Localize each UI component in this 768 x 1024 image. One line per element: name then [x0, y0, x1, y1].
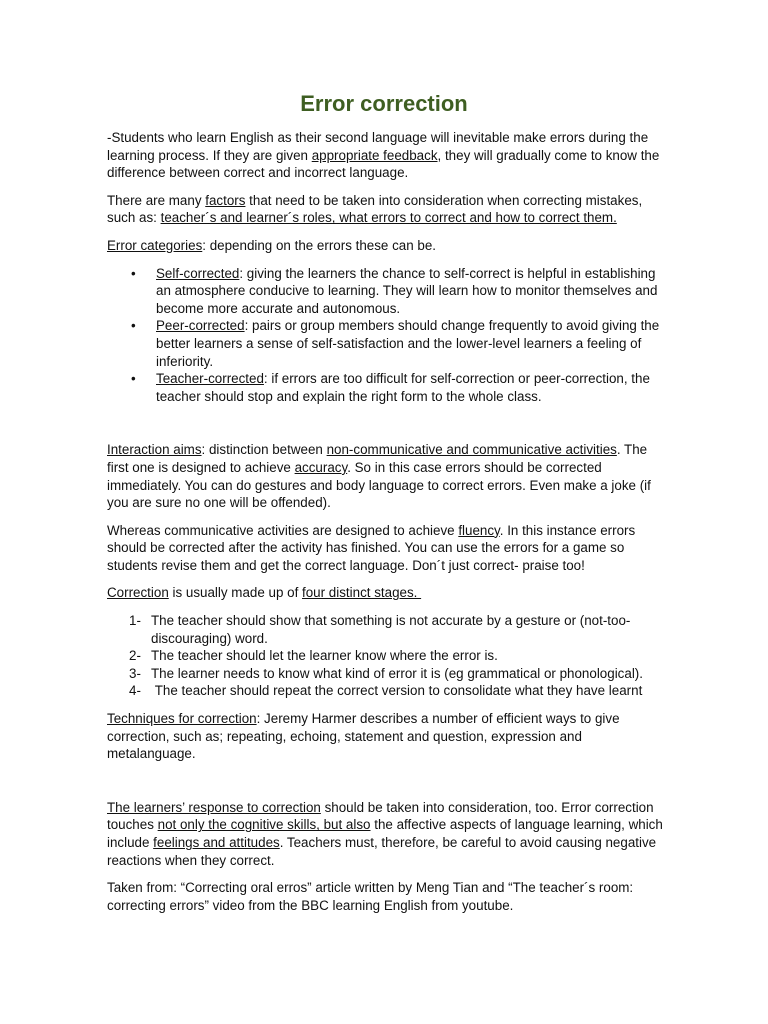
roles-term: teacher´s and learner´s roles, what errors to correct and how to correct them.	[160, 210, 617, 226]
interaction-text-3: . So in this case errors should be corrected immediately. You can do gestures and body language to correct errors. Even make a joke (if you are sure no one will be offended).	[107, 459, 651, 511]
stages-list	[107, 612, 667, 700]
response-text-1: should be taken into consideration, too. Error correction touches	[107, 799, 654, 833]
appropriate-feedback-term: appropriate feedback	[311, 147, 438, 163]
whereas-text-1: Whereas communicative activities are designed to achieve	[107, 522, 459, 538]
category-text: : if errors are too difficult for self-correction or peer-correction, the teacher should stop and explain the right form to the whole class.	[156, 371, 650, 404]
category-text: : pairs or group members should change frequently to avoid giving the better learners a sense of self-satisfaction and the lower-level learners a feeling of inferiority.	[156, 318, 660, 369]
techniques-heading: Techniques for correction	[107, 711, 257, 727]
list-item	[107, 612, 667, 647]
accuracy-term: accuracy	[294, 459, 348, 475]
four-stages-term: four distinct stages.	[302, 585, 422, 601]
intro-paragraph	[107, 129, 667, 182]
stage-text: The teacher should repeat the correct version to consolidate what they have learnt	[151, 683, 643, 699]
list-item	[107, 647, 667, 665]
stage-text: The teacher should let the learner know where the error is.	[151, 648, 498, 664]
list-item	[107, 370, 667, 405]
categories-list	[107, 265, 667, 406]
bullet-icon: •	[131, 265, 136, 281]
category-text: : giving the learners the chance to self-correct is helpful in establishing an atmosphere conducive to learning. They will learn how to monitor themselves and become more accurate and autonomous.	[156, 265, 658, 316]
error-categories-heading: Error categories	[107, 237, 203, 253]
list-item	[107, 682, 667, 700]
stages-text: is usually made up of	[168, 585, 303, 601]
stages-paragraph	[107, 584, 667, 602]
stage-number: 1-	[129, 613, 141, 629]
category-term: Self-corrected	[156, 265, 240, 281]
feelings-attitudes-term: feelings and attitudes	[153, 835, 280, 850]
factors-text-1: There are many	[107, 192, 206, 208]
interaction-text-2: . The first one is designed to achieve	[107, 442, 648, 475]
techniques-text: : Jeremy Harmer describes a number of efficient ways to give correction, such as; repeating, echoing, statement and question, expression and metalanguage.	[107, 711, 620, 762]
factors-term: factors	[205, 192, 246, 208]
category-term: Teacher-corrected	[156, 371, 264, 387]
factors-paragraph	[107, 192, 667, 227]
category-term: Peer-corrected	[156, 318, 245, 334]
source-paragraph: Taken from: “Correcting oral erros” article written by Meng Tian and “The teacher´s room: correcting errors” video from the BBC learning English from youtube.	[107, 880, 634, 913]
stage-number: 4-	[129, 683, 141, 699]
learners-response-term: The learners’ response to correction	[107, 799, 321, 815]
categories-paragraph	[107, 237, 667, 255]
spacer	[107, 773, 667, 799]
interaction-paragraph	[107, 441, 667, 511]
stage-text: The learner needs to know what kind of error it is (eg grammatical or phonological).	[151, 665, 643, 681]
correction-term: Correction	[107, 585, 169, 601]
techniques-paragraph	[107, 710, 667, 763]
factors-text-2: that need to be taken into consideration when correcting mistakes, such as:	[107, 192, 643, 226]
cognitive-skills-term: not only the cognitive skills, but also	[157, 817, 371, 833]
activities-term: non-communicative and communicative activities	[326, 442, 617, 458]
interaction-aims-heading: Interaction aims	[107, 442, 202, 458]
bullet-icon: •	[131, 371, 136, 387]
intro-text-1: -Students who learn English as their second language will inevitable make errors during the learning process. If they are given	[107, 130, 649, 163]
list-item	[107, 317, 667, 370]
response-text-2: the affective aspects of language learning, which include	[107, 817, 663, 850]
list-item	[107, 665, 667, 683]
whereas-paragraph	[107, 522, 667, 575]
interaction-text-1: : distinction between	[201, 442, 327, 458]
intro-text-2: , they will gradually come to know the difference between correct and incorrect language.	[107, 147, 660, 181]
categories-text: : depending on the errors these can be.	[202, 237, 437, 253]
stage-number: 3-	[129, 665, 141, 681]
response-paragraph	[107, 799, 667, 869]
fluency-term: fluency	[458, 522, 500, 538]
list-item	[107, 265, 667, 318]
whereas-text-2: . In this instance errors should be corrected after the activity has finished. You can use the errors for a game so students revise them and get the correct language. Don´t just correct- praise too!	[107, 522, 636, 573]
spacer	[107, 405, 667, 441]
document-title: Error correction	[300, 91, 468, 116]
bullet-icon: •	[131, 318, 136, 334]
stage-number: 2-	[129, 648, 141, 664]
response-text-3: . Teachers must, therefore, be careful to avoid causing negative reactions when they correct.	[107, 835, 657, 868]
document-body	[107, 129, 667, 924]
stage-text: The teacher should show that something is not accurate by a gesture or (not-too-discouraging) word.	[151, 613, 631, 646]
